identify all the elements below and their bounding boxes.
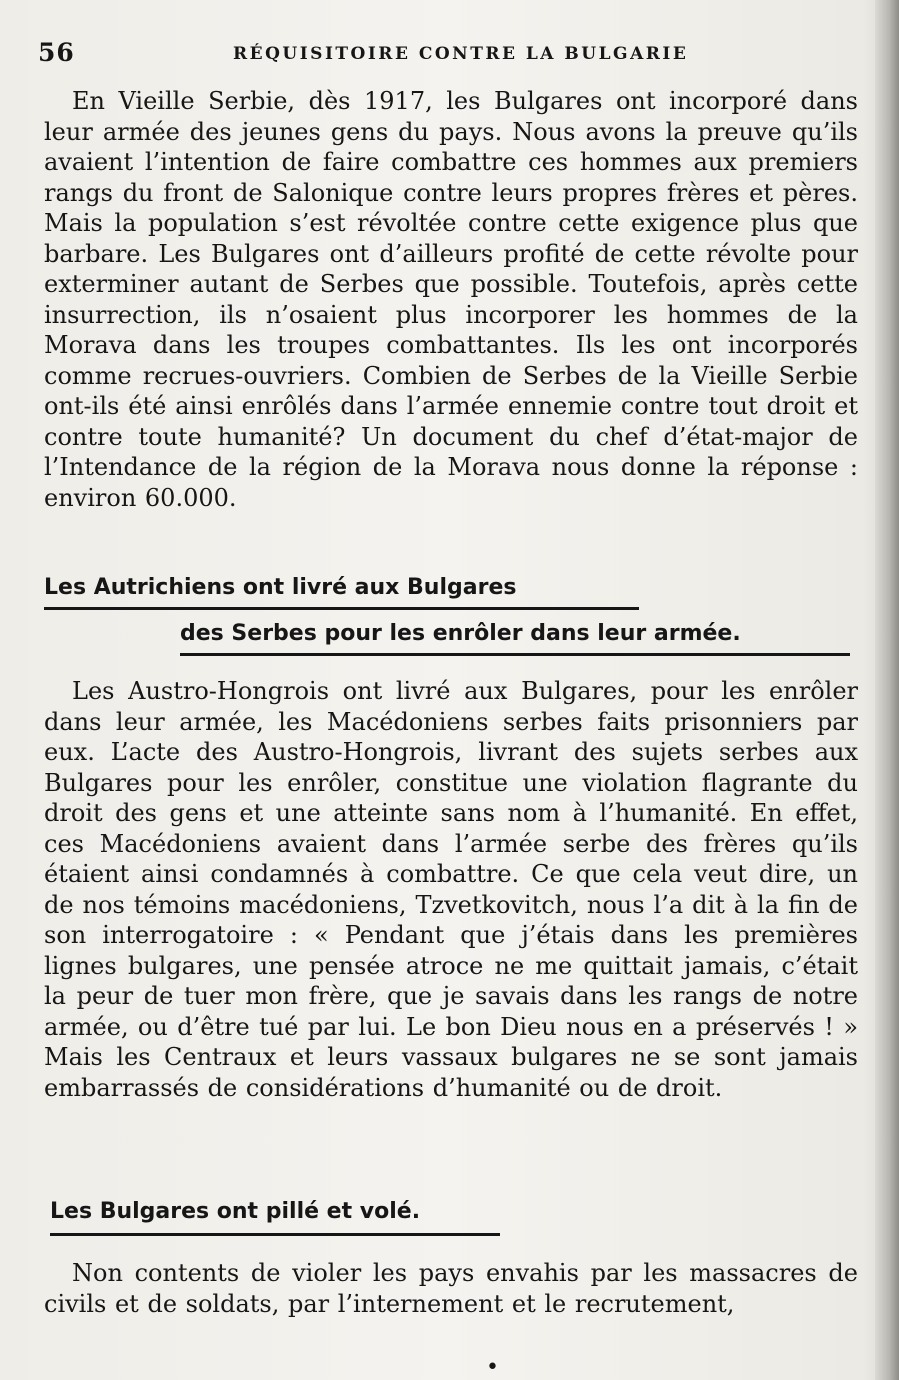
heading-underline-3: [50, 1233, 500, 1236]
running-title: RÉQUISITOIRE CONTRE LA BULGARIE: [233, 44, 689, 64]
page-number: 56: [38, 38, 75, 67]
page-header: [38, 38, 868, 68]
section-heading-austrians-line2: des Serbes pour les enrôler dans leur armée.: [180, 621, 741, 646]
heading-underline-1: [44, 607, 639, 610]
heading-underline-2: [180, 653, 850, 656]
paragraph-austro-hongrois: Les Austro-Hongrois ont livré aux Bulgares, pour les enrôler dans leur armée, les Macédoniens serbes faits prisonniers par eux. L’acte des Austro-Hongrois, livrant des sujets serbes aux Bulgares pour les enrôler, constitue une violation flagrante du droit des gens et une atteinte sans nom à l’humanité. En effet, ces Macédoniens avaient dans l’armée serbe des frères qu’ils étaient ainsi condamnés à combattre. Ce que cela veut dire, un de nos témoins macédoniens, Tzvetkovitch, nous l’a dit à la fin de son interrogatoire : « Pendant que j’étais dans les premières lignes bulgares, une pensée atroce ne me quittait jamais, c’était la peur de tuer mon frère, que je savais dans les rangs de notre armée, ou d’être tué par lui. Le bon Dieu nous en a préservés ! » Mais les Centraux et leurs vassaux bulgares ne se sont jamais embarrassés de considérations d’humanité ou de droit.: [44, 677, 858, 1102]
paragraph-vieille-serbie: En Vieille Serbie, dès 1917, les Bulgares ont incorporé dans leur armée des jeunes gens du pays. Nous avons la preuve qu’ils avaient l’intention de faire combattre ces hommes aux premiers rangs du front de Salonique contre leurs propres frères et pères. Mais la population s’est révoltée contre cette exigence plus que barbare. Les Bulgares ont d’ailleurs profité de cette révolte pour exterminer autant de Serbes que possible. Toutefois, après cette insurrection, ils n’osaient plus incorporer les hommes de la Morava dans les troupes combattantes. Ils les ont incorporés comme recrues-ouvriers. Combien de Serbes de la Vieille Serbie ont-ils été ainsi enrôlés dans l’armée ennemie contre tout droit et contre toute humanité? Un document du chef d’état-major de l’Intendance de la région de la Morava nous donne la réponse : environ 60.000.: [44, 87, 858, 512]
paragraph-non-contents: Non contents de violer les pays envahis par les massacres de civils et de soldats, par l’internement et le recrutement,: [44, 1259, 858, 1318]
section-heading-austrians-line1: Les Autrichiens ont livré aux Bulgares: [44, 575, 517, 600]
page-edge-shadow: [875, 0, 899, 1380]
footer-mark: •: [486, 1355, 499, 1380]
section-heading-looting: Les Bulgares ont pillé et volé.: [50, 1199, 421, 1224]
